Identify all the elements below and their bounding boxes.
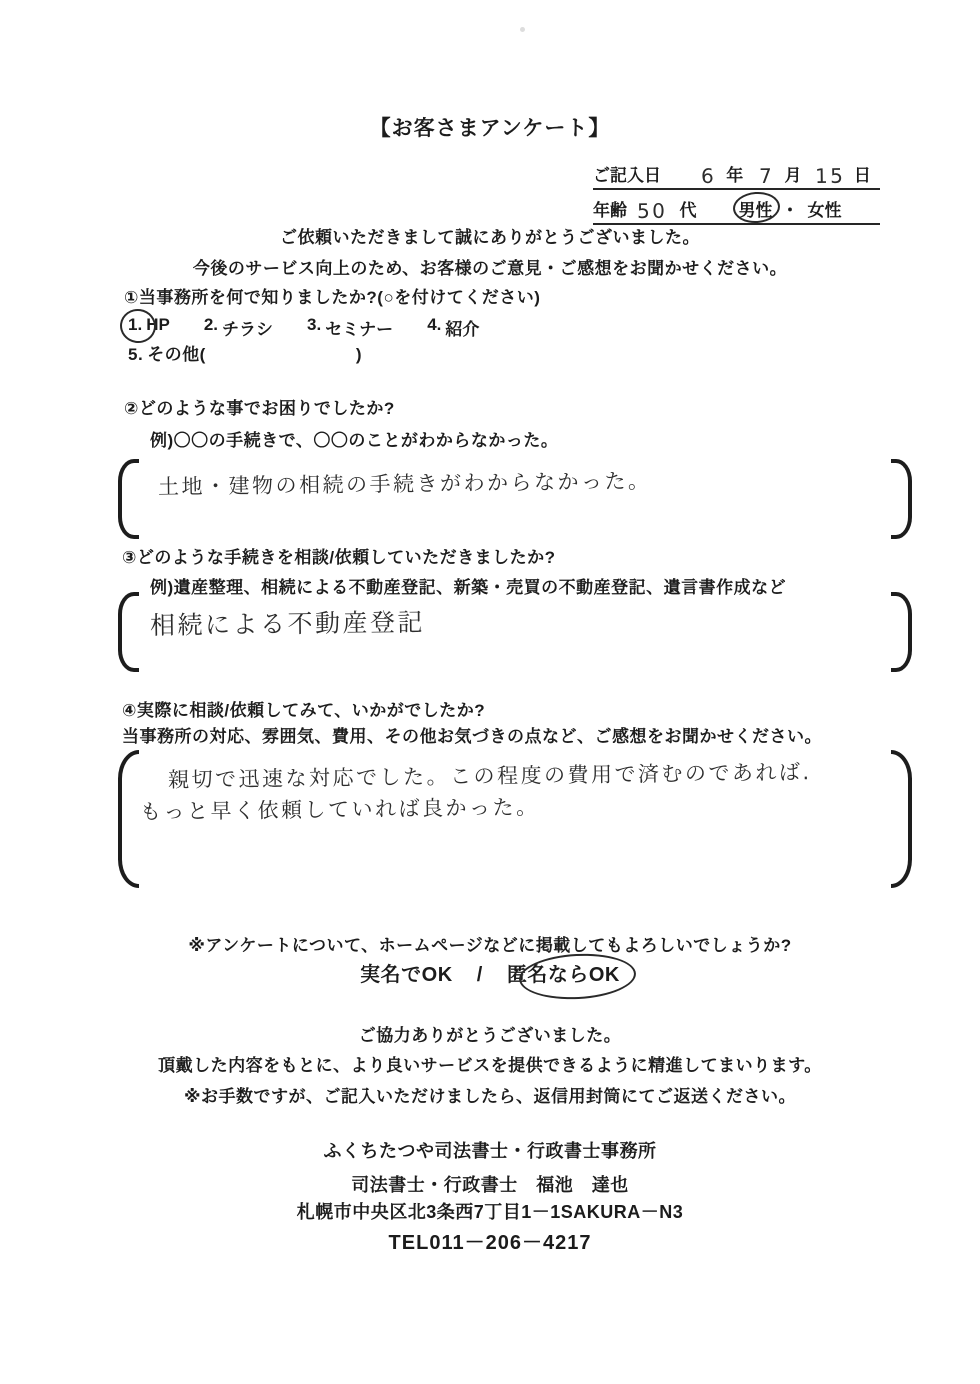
publish-separator: / xyxy=(476,964,483,986)
date-year-unit: 年 xyxy=(726,166,744,185)
q2-question: ②どのような事でお困りでしたか? xyxy=(124,399,395,418)
q4-note: 当事務所の対応、雰囲気、費用、その他お気づきの点など、ご感想をお聞かせください。 xyxy=(122,727,822,746)
q1-option-hp: 1. HP xyxy=(128,315,170,340)
right-bracket-icon xyxy=(891,592,912,672)
date-label: ご記入日 xyxy=(593,166,661,185)
closing-line1: ご協力ありがとうございました。 xyxy=(358,1026,622,1045)
date-day-unit: 日 xyxy=(853,166,871,185)
intro-line1: ご依頼いただきまして誠にありがとうございました。 xyxy=(280,228,700,247)
q3-handwritten-answer: 相続による不動産登記 xyxy=(149,607,426,640)
closing-line2: 頂戴した内容をもとに、より良いサービスを提供できるように精進してまいります。 xyxy=(158,1056,822,1075)
date-year-value: 6 xyxy=(700,163,717,188)
footer-address: 札幌市中央区北3条西7丁目1－1SAKURA－N3 xyxy=(296,1202,684,1222)
q1-option-flyer: 2. チラシ xyxy=(203,315,273,339)
gender-female-option: 女性 xyxy=(807,201,842,220)
intro-line2: 今後のサービス向上のため、お客様のご意見・ご感想をお聞かせください。 xyxy=(192,259,788,278)
footer-tel: TEL011－206－4217 xyxy=(388,1232,592,1254)
q1-question: ①当事務所を何で知りましたか?(○を付けてください) xyxy=(124,288,541,307)
publish-option-anonymous: 匿名ならOK xyxy=(507,963,620,987)
publish-options xyxy=(0,963,980,987)
q1-option-other: 5. その他( ) xyxy=(128,345,363,364)
left-bracket-icon xyxy=(118,592,139,672)
page-title: 【お客さまアンケート】 xyxy=(369,117,611,140)
q4-handwritten-answer-line2: もっと早く依頼していれば良かった。 xyxy=(139,795,540,824)
age-value: 50 xyxy=(636,198,668,223)
age-gender-row xyxy=(593,193,880,225)
q3-question: ③どのような手続きを相談/依頼していただきましたか? xyxy=(122,548,556,567)
gender-separator: ・ xyxy=(781,201,799,220)
age-label: 年齢 xyxy=(593,201,627,220)
q1-option-seminar: 3. セミナー xyxy=(307,315,394,339)
q1-option-referral: 4. 紹介 xyxy=(427,315,480,339)
q3-answer-box xyxy=(118,592,912,672)
publish-option-realname: 実名でOK xyxy=(360,964,453,986)
q3-example: 例)遺産整理、相続による不動産登記、新築・売買の不動産登記、遺言書作成など xyxy=(150,578,787,597)
q2-example: 例)〇〇の手続きで、〇〇のことがわからなかった。 xyxy=(150,431,559,450)
age-unit: 代 xyxy=(679,201,697,220)
q4-handwritten-answer-line1: 親切で迅速な対応でした。この程度の費用で済むのであれば. xyxy=(167,760,812,792)
date-day-value: 15 xyxy=(815,163,847,188)
date-month-value: 7 xyxy=(759,163,775,188)
right-bracket-icon xyxy=(891,750,912,888)
q4-answer-box xyxy=(118,750,912,888)
q4-question: ④実際に相談/依頼してみて、いかがでしたか? xyxy=(122,701,486,720)
gender-male-option: 男性 xyxy=(738,196,772,221)
right-bracket-icon xyxy=(891,459,912,539)
left-bracket-icon xyxy=(118,459,139,539)
q2-answer-box xyxy=(118,459,912,539)
closing-line3: ※お手数ですが、ご記入いただけましたら、返信用封筒にてご返送ください。 xyxy=(183,1087,797,1106)
left-bracket-icon xyxy=(118,750,139,888)
date-month-unit: 月 xyxy=(784,166,802,185)
footer-office-name: ふくちたつや司法書士・行政書士事務所 xyxy=(323,1141,657,1161)
q1-options xyxy=(128,315,479,340)
q2-handwritten-answer: 土地・建物の相続の手続きがわからなかった。 xyxy=(157,468,652,499)
date-row xyxy=(593,158,880,190)
footer-staff-line: 司法書士・行政書士 福池 達也 xyxy=(351,1175,629,1195)
publish-question: ※アンケートについて、ホームページなどに掲載してもよろしいでしょうか? xyxy=(188,936,792,955)
scan-speck xyxy=(520,27,525,32)
